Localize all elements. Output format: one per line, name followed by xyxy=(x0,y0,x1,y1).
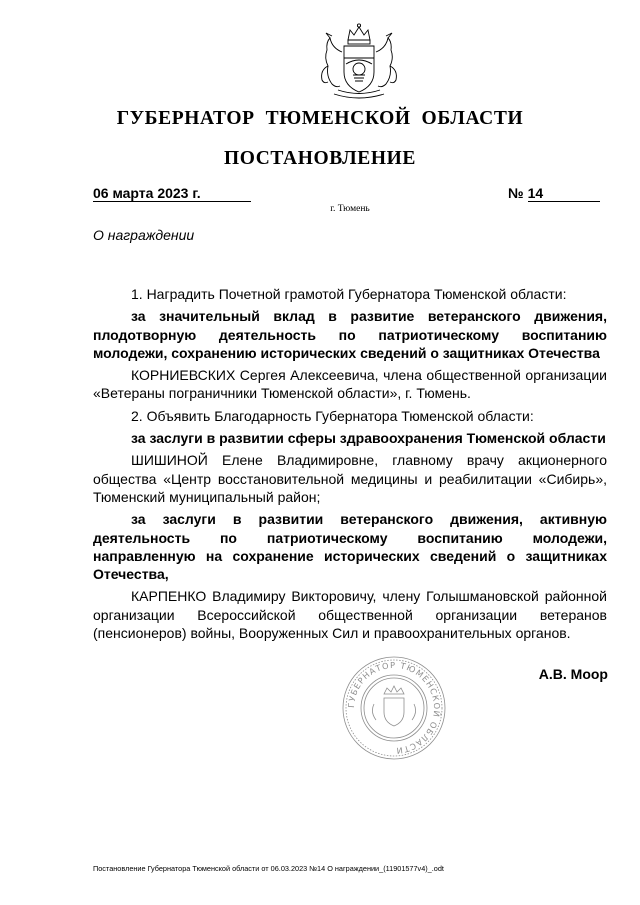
document-body xyxy=(93,285,607,646)
seal-ring-text: ГУБЕРНАТОР ТЮМЕНСКОЙ ОБЛАСТИ xyxy=(345,659,443,757)
document-subject: О награждении xyxy=(93,227,195,243)
paragraph-awardee-3: КАРПЕНКО Владимиру Викторовичу, члену Голышмановской районной организации Всероссийской общественной организации ветеранов (пенсионеров) войны, Вооруженных Сил и правоохранительных органов. xyxy=(93,588,607,642)
governor-title: ГУБЕРНАТОР ТЮМЕНСКОЙ ОБЛАСТИ xyxy=(116,108,524,129)
file-footer: Постановление Губернатора Тюменской области от 06.03.2023 №14 О награждении_(11901577v4)_.odt xyxy=(93,864,444,873)
tyumen-region-coat-of-arms-icon xyxy=(314,22,404,104)
official-seal-stamp-icon xyxy=(340,654,448,762)
document-date: 06 марта 2023 г. xyxy=(93,185,251,202)
paragraph-reason-3: за заслуги в развитии ветеранского движения, активную деятельность по патриотическому воспитанию молодежи, направленную на сохранение исторических сведений о защитниках Отечества, xyxy=(93,511,607,583)
document-city: г. Тюмень xyxy=(330,204,370,214)
document-number-field xyxy=(508,185,605,202)
document-type-title: ПОСТАНОВЛЕНИЕ xyxy=(223,148,417,169)
paragraph-reason-1: за значительный вклад в развитие ветеранского движения, плодотворную деятельность по патриотическому воспитанию молодежи, сохранению исторических сведений о защитниках Отечества xyxy=(93,308,607,361)
paragraph-award-2: 2. Объявить Благодарность Губернатора Тюменской области: xyxy=(131,407,534,424)
number-label: № xyxy=(508,185,524,201)
paragraph-reason-2: за заслуги в развитии сферы здравоохранения Тюменской области xyxy=(131,430,606,447)
document-number: 14 xyxy=(528,185,600,202)
paragraph-award-1: 1. Наградить Почетной грамотой Губернатора Тюменской области: xyxy=(131,286,567,302)
paragraph-awardee-1: КОРНИЕВСКИХ Сергея Алексеевича, члена общественной организации «Ветераны пограничники Тюменской области», г. Тюмень. xyxy=(93,367,607,402)
paragraph-awardee-2: ШИШИНОЙ Елене Владимировне, главному врачу акционерного общества «Центр восстановительной медицины и реабилитации «Сибирь», Тюменский муниципальный район; xyxy=(93,452,607,505)
signatory-name: А.В. Моор xyxy=(538,666,608,682)
